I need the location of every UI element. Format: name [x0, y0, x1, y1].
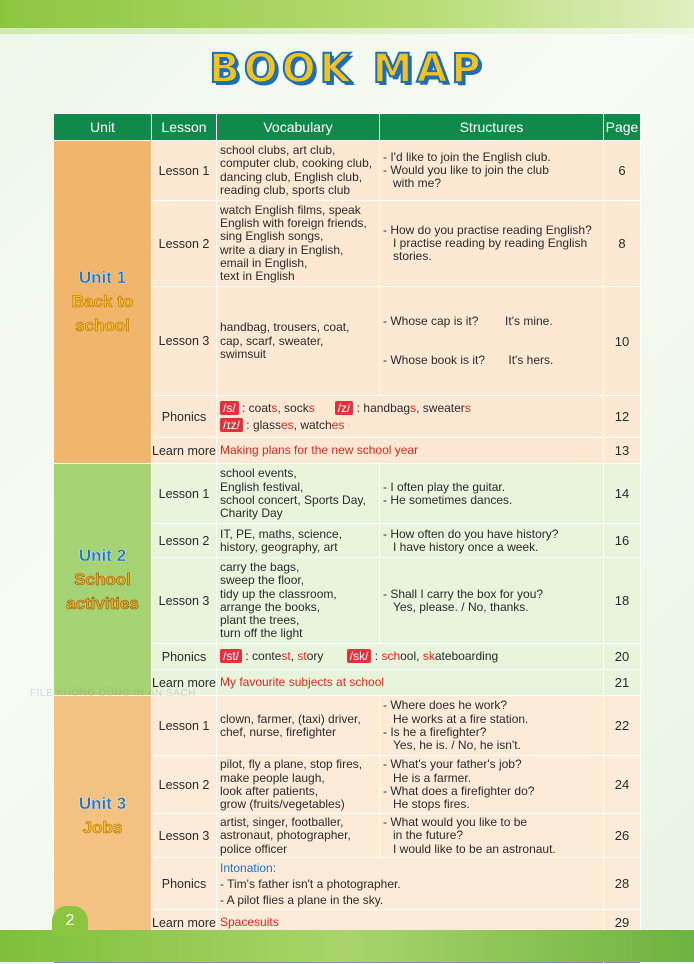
header-lesson: Lesson — [152, 114, 217, 141]
lesson-label: Lesson 1 — [152, 141, 217, 201]
ipa-symbol: /z/ — [335, 401, 354, 415]
vocabulary-cell — [217, 756, 380, 814]
vocabulary-cell — [217, 524, 380, 558]
vocab-line: IT, PE, maths, science, — [220, 526, 343, 541]
page-number-cell: 22 — [604, 696, 641, 756]
phonics-label: Phonics — [152, 858, 217, 910]
lesson-label: Lesson 2 — [152, 524, 217, 558]
top-decor-band — [0, 0, 694, 32]
vocab-line: arrange the books, — [220, 599, 321, 614]
phonics-text: : conte — [242, 649, 282, 664]
structure-line: - He sometimes dances. — [383, 492, 513, 507]
header-structures: Structures — [380, 114, 604, 141]
vocabulary-cell — [217, 558, 380, 644]
lesson-label: Lesson 2 — [152, 756, 217, 814]
phonics-highlight: s — [308, 400, 315, 415]
page-number: 2 — [52, 906, 88, 936]
vocab-line: school clubs, art club, — [220, 142, 336, 157]
structures-cell — [380, 756, 604, 814]
structure-line: - Is he a firefighter? — [383, 724, 487, 739]
learn-more-topic: My favourite subjects at school — [217, 670, 604, 696]
phonics-text: : glass — [242, 417, 281, 432]
intonation-example: - A pilot flies a plane in the sky. — [220, 892, 384, 907]
learn-more-topic: Making plans for the new school year — [217, 438, 604, 464]
unit-3-cell — [54, 696, 152, 936]
phonics-text: , — [290, 649, 298, 664]
vocab-line: clown, farmer, (taxi) driver, — [220, 711, 361, 726]
page-number-cell: 20 — [604, 644, 641, 670]
structure-line: - I often play the guitar. — [383, 479, 506, 494]
phonics-text: : coat — [238, 400, 272, 415]
structure-line: - Would you like to join the club — [383, 162, 549, 177]
structures-cell — [380, 141, 604, 201]
structures-cell — [380, 464, 604, 524]
phonics-text: ory — [306, 649, 324, 664]
phonics-content — [217, 396, 604, 438]
vocab-line: English festival, — [220, 479, 304, 494]
structure-line: I would like to be an astronaut. — [393, 841, 556, 856]
page-number-cell: 6 — [604, 141, 641, 201]
intonation-example: - Tim's father isn't a photographer. — [220, 876, 401, 891]
page-title: BOOK MAP — [209, 46, 485, 92]
unit-number: Unit 2 — [78, 545, 127, 565]
page-number-cell: 10 — [604, 287, 641, 396]
phonics-highlight: st — [297, 649, 307, 664]
phonics-highlight: es — [280, 417, 294, 432]
structures-cell — [380, 558, 604, 644]
table-header-row — [54, 114, 641, 141]
ipa-symbol: /s/ — [220, 401, 239, 415]
page-number-cell: 16 — [604, 524, 641, 558]
lesson-label: Lesson 3 — [152, 814, 217, 858]
structure-line: - Whose book is it? It's hers. — [383, 353, 554, 368]
unit-title: school — [75, 316, 130, 336]
vocab-line: make people laugh, — [220, 770, 325, 785]
phonics-text: : handbag — [353, 400, 411, 415]
structure-line: stories. — [393, 249, 432, 264]
vocab-line: pilot, fly a plane, stop fires, — [220, 757, 363, 772]
vocab-line: swimsuit — [220, 346, 267, 361]
ipa-symbol: /ɪz/ — [220, 418, 243, 432]
vocabulary-cell — [217, 814, 380, 858]
unit-title: activities — [66, 593, 139, 613]
page-number-cell: 8 — [604, 201, 641, 287]
structure-line: - How do you practise reading English? — [383, 222, 592, 237]
vocab-line: Charity Day — [220, 506, 283, 521]
structures-cell — [380, 201, 604, 287]
phonics-label: Phonics — [152, 396, 217, 438]
ipa-symbol: /st/ — [220, 649, 242, 663]
structure-line: I have history once a week. — [393, 539, 539, 554]
structure-line: - What's your father's job? — [383, 757, 522, 772]
structure-line: Yes, please. / No, thanks. — [393, 599, 529, 614]
page-number-cell: 29 — [604, 910, 641, 936]
vocab-line: plant the trees, — [220, 613, 300, 628]
lesson-label: Lesson 3 — [152, 287, 217, 396]
vocab-line: tidy up the classroom, — [220, 586, 337, 601]
structure-line: - Whose cap is it? It's mine. — [383, 313, 553, 328]
phonics-text: ool, — [400, 649, 423, 664]
vocab-line: history, geography, art — [220, 539, 338, 554]
header-page: Page — [604, 114, 641, 141]
learn-more-label: Learn more — [152, 910, 217, 936]
vocab-line: chef, nurse, firefighter — [220, 724, 337, 739]
unit-number: Unit 1 — [78, 268, 127, 288]
lesson-label: Lesson 2 — [152, 201, 217, 287]
intonation-heading: Intonation: — [220, 860, 277, 875]
structures-cell — [380, 814, 604, 858]
vocab-line: reading club, sports club — [220, 182, 351, 197]
page-number-cell: 24 — [604, 756, 641, 814]
structure-line: - I'd like to join the English club. — [383, 149, 551, 164]
structures-cell — [380, 696, 604, 756]
page-number-cell: 26 — [604, 814, 641, 858]
learn-more-topic: Spacesuits — [217, 910, 604, 936]
structure-line: He works at a fire station. — [393, 711, 529, 726]
structure-line: He stops fires. — [393, 797, 470, 812]
bottom-decor-band — [0, 930, 694, 962]
phonics-highlight: st — [281, 649, 291, 664]
unit-title: Back to — [71, 292, 134, 312]
vocab-line: English with foreign friends, — [220, 215, 367, 230]
header-unit: Unit — [54, 114, 152, 141]
phonics-label: Phonics — [152, 644, 217, 670]
table-row — [54, 464, 641, 524]
book-map-table — [53, 113, 641, 964]
structure-line: He is a farmer. — [393, 770, 472, 785]
phonics-highlight: sk — [422, 649, 435, 664]
vocabulary-cell — [217, 696, 380, 756]
vocabulary-cell — [217, 141, 380, 201]
learn-more-label: Learn more — [152, 670, 217, 696]
vocab-line: turn off the light — [220, 626, 303, 641]
phonics-highlight: s — [464, 400, 471, 415]
lesson-label: Lesson 3 — [152, 558, 217, 644]
vocab-line: artist, singer, footballer, — [220, 814, 344, 829]
vocab-line: dancing club, English club, — [220, 169, 363, 184]
learn-more-label: Learn more — [152, 438, 217, 464]
phonics-content — [217, 858, 604, 910]
table-row — [54, 141, 641, 201]
structure-line: - What would you like to be — [383, 814, 528, 829]
vocab-line: write a diary in English, — [220, 242, 344, 257]
vocab-line: grow (fruits/vegetables) — [220, 797, 345, 812]
page-number-cell: 14 — [604, 464, 641, 524]
phonics-text: , watch — [293, 417, 332, 432]
ipa-symbol: /sk/ — [347, 649, 372, 663]
page-number-cell: 28 — [604, 858, 641, 910]
vocab-line: watch English films, speak — [220, 202, 361, 217]
header-vocabulary: Vocabulary — [217, 114, 380, 141]
page-number-cell: 12 — [604, 396, 641, 438]
phonics-highlight: es — [331, 417, 345, 432]
phonics-highlight: s — [410, 400, 417, 415]
vocabulary-cell — [217, 464, 380, 524]
phonics-highlight: s — [271, 400, 278, 415]
vocab-line: handbag, trousers, coat, — [220, 320, 350, 335]
phonics-text: ateboarding — [434, 649, 499, 664]
page-number-cell: 13 — [604, 438, 641, 464]
vocab-line: email in English, — [220, 255, 308, 270]
unit-title: Jobs — [82, 817, 123, 837]
vocab-line: text in English — [220, 269, 295, 284]
structure-line: - How often do you have history? — [383, 526, 559, 541]
vocabulary-cell — [217, 287, 380, 396]
vocab-line: carry the bags, — [220, 559, 300, 574]
structure-line: Yes, he is. / No, he isn't. — [393, 738, 521, 753]
structure-line: I practise reading by reading English — [393, 235, 588, 250]
unit-number: Unit 3 — [78, 793, 127, 813]
structure-line: with me? — [393, 176, 442, 191]
lesson-label: Lesson 1 — [152, 696, 217, 756]
unit-title: School — [74, 569, 131, 589]
table-row — [54, 696, 641, 756]
vocab-line: computer club, cooking club, — [220, 156, 373, 171]
watermark: FILE KHÔNG DÙNG IN ẤN SÁCH — [30, 688, 196, 699]
vocab-line: astronaut, photographer, — [220, 828, 351, 843]
lesson-label: Lesson 1 — [152, 464, 217, 524]
structure-line: - What does a firefighter do? — [383, 783, 535, 798]
vocab-line: sweep the floor, — [220, 573, 305, 588]
structure-line: - Where does he work? — [383, 698, 508, 713]
vocab-line: sing English songs, — [220, 229, 324, 244]
phonics-text: , sweater — [416, 400, 465, 415]
vocabulary-cell — [217, 201, 380, 287]
structures-cell — [380, 287, 604, 396]
vocab-line: school concert, Sports Day, — [220, 492, 366, 507]
vocab-line: cap, scarf, sweater, — [220, 333, 324, 348]
structures-cell — [380, 524, 604, 558]
vocab-line: school events, — [220, 466, 297, 481]
vocab-line: police officer — [220, 841, 288, 856]
structure-line: - Shall I carry the box for you? — [383, 586, 544, 601]
phonics-content — [217, 644, 604, 670]
page-number-cell: 21 — [604, 670, 641, 696]
vocab-line: look after patients, — [220, 783, 319, 798]
structure-line: in the future? — [393, 828, 464, 843]
page-number-cell: 18 — [604, 558, 641, 644]
unit-2-cell — [54, 464, 152, 696]
phonics-text: : — [371, 649, 382, 664]
unit-1-cell — [54, 141, 152, 464]
phonics-highlight: sch — [381, 649, 401, 664]
phonics-text: , sock — [277, 400, 309, 415]
